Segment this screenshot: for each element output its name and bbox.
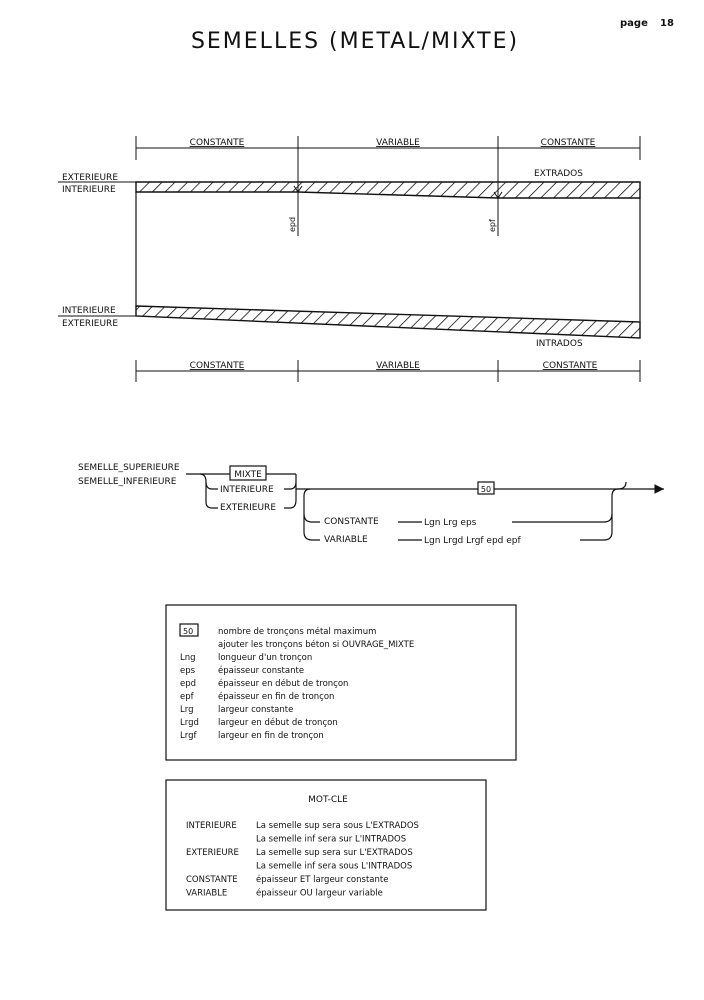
- legend-key: eps: [180, 666, 196, 676]
- variable-params: Lgn Lrgd Lrgf epd epf: [424, 536, 521, 546]
- option-interieure: INTERIEURE: [220, 485, 274, 495]
- legend-desc: épaisseur en fin de tronçon: [218, 692, 335, 702]
- syntax-diagram: [78, 463, 664, 546]
- legend-desc: épaisseur en début de tronçon: [218, 679, 349, 689]
- dim-top-constante-1: CONSTANTE: [189, 138, 245, 148]
- label-epd: epd: [288, 216, 297, 232]
- legend-key: epd: [180, 679, 197, 689]
- option-exterieure: EXTERIEURE: [220, 503, 276, 513]
- dim-bottom-constante-1: CONSTANTE: [189, 361, 245, 371]
- label-extrados: EXTRADOS: [534, 169, 583, 179]
- motcle-title: MOT-CLE: [308, 795, 348, 805]
- motcle-box: [166, 780, 486, 910]
- legend-key: Lrgd: [180, 718, 199, 728]
- motcle-desc: La semelle inf sera sur L'INTRADOS: [256, 834, 407, 845]
- legend-desc: largeur en fin de tronçon: [218, 731, 324, 741]
- motcle-desc: La semelle inf sera sous L'INTRADOS: [256, 861, 413, 872]
- motcle-desc: La semelle sup sera sur L'EXTRADOS: [256, 848, 413, 858]
- page-title: SEMELLES (METAL/MIXTE): [190, 29, 520, 54]
- legend-desc: ajouter les tronçons béton si OUVRAGE_MIXTE: [218, 640, 415, 650]
- label-exterieure-top: EXTERIEURE: [62, 173, 118, 183]
- motcle-desc: épaisseur OU largeur variable: [256, 888, 383, 899]
- motcle-key: CONSTANTE: [186, 875, 238, 885]
- label-interieure-bottom: INTERIEURE: [62, 306, 116, 316]
- page-number: 18: [660, 18, 674, 29]
- legend-desc: largeur en début de tronçon: [218, 718, 338, 728]
- motcle-key: EXTERIEURE: [186, 848, 239, 858]
- label-epf: epf: [488, 219, 497, 232]
- legend-desc: nombre de tronçons métal maximum: [218, 627, 377, 637]
- legend-key: 50: [183, 627, 194, 636]
- dim-top-variable: VARIABLE: [376, 138, 420, 148]
- legend-key: Lrgf: [180, 731, 197, 741]
- legend-key: epf: [180, 692, 194, 702]
- motcle-desc: épaisseur ET largeur constante: [256, 875, 389, 885]
- mixte-label: MIXTE: [234, 470, 262, 480]
- repeat-count: 50: [480, 485, 492, 494]
- motcle-key: INTERIEURE: [186, 821, 237, 831]
- legend-box: [166, 605, 516, 760]
- constante-params: Lgn Lrg eps: [424, 518, 477, 528]
- option-constante: CONSTANTE: [324, 517, 379, 527]
- top-flange: [136, 182, 640, 198]
- motcle-key: VARIABLE: [186, 888, 228, 899]
- legend-key: Lng: [180, 653, 196, 663]
- motcle-desc: La semelle sup sera sous L'EXTRADOS: [256, 821, 419, 831]
- legend-desc: épaisseur constante: [218, 666, 305, 676]
- label-interieure-top: INTERIEURE: [62, 185, 116, 195]
- page-label: page: [620, 18, 648, 29]
- legend-key: Lrg: [180, 705, 194, 715]
- legend-desc: longueur d'un tronçon: [218, 653, 313, 663]
- option-variable: VARIABLE: [324, 535, 368, 545]
- dim-top-constante-2: CONSTANTE: [540, 138, 596, 148]
- dim-bottom-constante-2: CONSTANTE: [542, 361, 598, 371]
- label-intrados: INTRADOS: [536, 339, 583, 349]
- girder-section-diagram: [58, 136, 640, 382]
- dim-bottom-variable: VARIABLE: [376, 361, 420, 371]
- keyword-semelle-superieure: SEMELLE_SUPERIEURE: [78, 463, 180, 473]
- bottom-flange: [136, 306, 640, 338]
- legend-desc: largeur constante: [218, 705, 294, 715]
- keyword-semelle-inferieure: SEMELLE_INFERIEURE: [78, 477, 177, 487]
- label-exterieure-bottom: EXTERIEURE: [62, 319, 118, 329]
